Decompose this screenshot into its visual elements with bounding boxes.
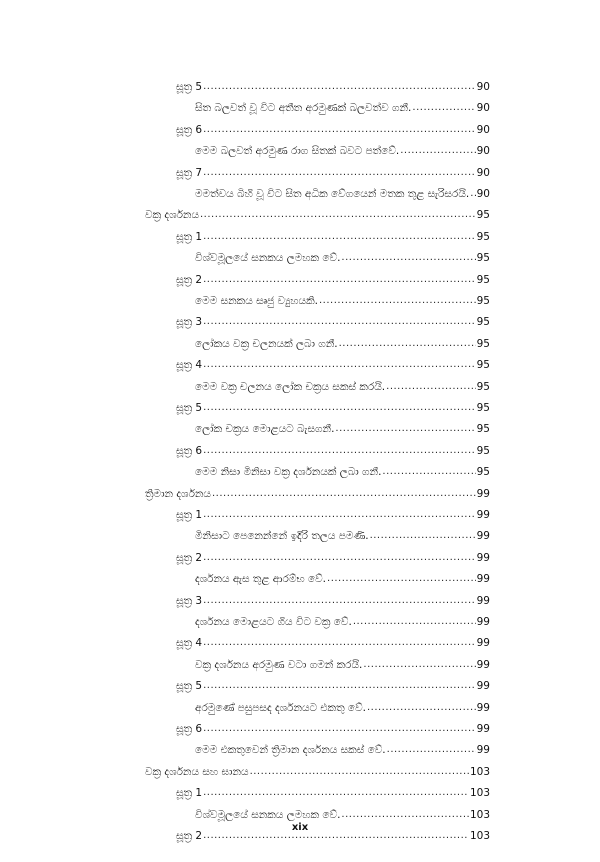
toc-entry[interactable] [145,202,490,222]
toc-entry-label: සූත්‍ර 5 [176,680,203,693]
toc-entry-page-number: 95 [476,209,490,222]
toc-entry-label: සූත්‍ර 6 [176,723,203,735]
toc-entry[interactable] [195,652,490,672]
toc-entry-label: දර්ශනය ඇස තුළ ආරම්භ වේ. [195,573,327,586]
dot-leader [203,789,469,797]
toc-entry-label: මෙම එකතුවෙන් ත්‍රිමාන දර්ශනය සකස් වේ. [195,744,386,757]
toc-entry[interactable] [145,759,490,779]
dot-leader [327,575,476,583]
toc-entry-label: සූත්‍ර 2 [176,273,203,286]
dot-leader [370,532,476,540]
toc-entry[interactable] [176,588,490,608]
toc-entry[interactable] [176,673,490,693]
toc-entry[interactable] [195,695,490,715]
toc-entry-page-number: 95 [476,380,490,393]
toc-entry-label: ත්‍රිමාන දර්ශනය [145,487,211,500]
toc-entry-page-number: 95 [476,444,490,457]
toc-entry[interactable] [195,609,490,629]
toc-entry-label: වක්‍ර දර්ශනය සහ ඝානය [145,765,249,778]
toc-entry[interactable] [176,438,490,458]
dot-leader [200,211,476,219]
dot-leader [319,297,476,305]
dot-leader [367,704,476,712]
toc-entry-page-number: 99 [476,594,490,607]
toc-entry-page-number: 99 [476,723,490,735]
toc-entry-page-number: 103 [469,765,490,778]
dot-leader [203,276,476,284]
toc-entry[interactable] [195,288,490,308]
dot-leader [412,104,475,112]
toc-entry-label: සූත්‍ර 4 [176,359,203,372]
toc-entry[interactable] [176,309,490,329]
dot-leader [203,83,476,91]
toc-entry[interactable] [176,267,490,287]
toc-entry-page-number: 99 [476,509,490,521]
toc-entry[interactable] [176,160,490,180]
dot-leader [382,468,475,476]
dot-leader [387,746,476,754]
toc-entry-label: මිනිසාට පෙනෙන්නේ ඉදිරි තලය පමණි. [195,530,369,543]
toc-entry[interactable] [145,481,490,501]
toc-entry[interactable] [195,459,490,479]
toc-entry-page-number: 99 [476,744,490,757]
page-number: xix [291,822,309,833]
toc-entry[interactable] [195,95,490,115]
dot-leader [203,233,476,241]
toc-entry-page-number: 99 [476,551,490,564]
dot-leader [203,126,476,134]
dot-leader [341,254,475,262]
toc-entry[interactable] [195,374,490,394]
dot-leader [341,811,469,819]
toc-entry-label: ලෝකය වක්‍ර චලනයක් ලබා ගනී. [195,337,338,350]
toc-entry-page-number: 95 [476,252,490,265]
toc-entry[interactable] [176,117,490,137]
toc-entry-page-number: 95 [476,423,490,436]
dot-leader [353,618,476,626]
dot-leader [212,490,476,498]
toc-entry-page-number: 99 [476,680,490,693]
toc-entry-page-number: 95 [476,230,490,243]
toc-entry-label: වක්‍ර දර්ශනය [145,209,199,222]
toc-entry-page-number: 99 [476,701,490,714]
toc-entry-label: සූත්‍ර 6 [176,123,203,136]
toc-entry-page-number: 90 [476,81,490,93]
toc-entry-label: වක්‍ර දර්ශනය අරමුණ වටා ගමන් කරයි. [195,658,363,671]
dot-leader [335,425,475,433]
dot-leader [470,190,475,198]
toc-entry-label: මමත්වය බිහි වූ විට සිත අධික වේගයෙන් මතක තුළ සැරිසරයි. [195,188,470,200]
toc-entry-page-number: 95 [476,295,490,307]
dot-leader [386,383,475,391]
dot-leader [203,511,476,519]
dot-leader [203,682,476,690]
toc-entry[interactable] [195,138,490,158]
toc-entry-label: සූත්‍ර 6 [176,444,203,457]
toc-entry[interactable] [195,331,490,351]
toc-entry-label: විශ්වමූලයේ සනකය ලමහක වේ. [195,808,341,821]
toc-entry[interactable] [176,224,490,244]
toc-entry-label: සූත්‍ර 5 [176,402,203,414]
toc-entry-page-number: 90 [476,188,490,200]
toc-entry-label: දර්ශනය මොළයට ගිය විට වක්‍ර වේ. [195,616,352,628]
toc-entry-label: මෙම සනකය සෘජු ව්‍යුහයකි. [195,295,318,307]
dot-leader [203,554,476,562]
dot-leader [203,361,476,369]
toc-entry-label: සූත්‍ර 1 [176,509,203,521]
toc-entry[interactable] [195,416,490,436]
toc-entry[interactable] [176,352,490,372]
toc-entry-page-number: 95 [476,466,490,479]
toc-entry-label: විශ්වමූලයේ සනකය ලමහක වේ. [195,252,341,265]
toc-entry-page-number: 95 [476,337,490,350]
toc-entry[interactable] [195,181,490,201]
toc-entry-label: සූත්‍ර 5 [176,81,203,93]
toc-entry[interactable] [195,245,490,265]
toc-entry-label: සූත්‍ර 3 [176,316,203,329]
toc-entry[interactable] [176,395,490,415]
dot-leader [203,318,476,326]
toc-entry-label: මෙම වක්‍ර චලනය ලෝක චක්‍රය සකස් කරයි. [195,380,386,393]
toc-entry[interactable] [176,502,490,522]
toc-entry-page-number: 99 [476,616,490,628]
toc-entry-label: සූත්‍ර 1 [176,230,203,243]
toc-entry-page-number: 90 [476,123,490,136]
toc-entry-label: ලෝක චක්‍රය මොළයට බැසගනී. [195,423,335,436]
toc-entry-page-number: 95 [476,273,490,286]
dot-leader [363,661,475,669]
dot-leader [339,340,476,348]
toc-entry-page-number: 95 [476,402,490,414]
toc-entry[interactable] [176,716,490,736]
toc-entry-label: අරමුණේ පසුපසද දර්ශනයට එකතු වේ. [195,701,366,714]
toc-entry-label: සූත්‍ර 7 [176,166,203,179]
toc-entry[interactable] [176,630,490,650]
toc-entry[interactable] [195,802,490,822]
toc-entry-page-number: 99 [476,637,490,650]
toc-entry-page-number: 103 [469,830,490,842]
toc-entry-page-number: 90 [476,102,490,115]
toc-entry[interactable] [195,523,490,543]
toc-entry-page-number: 99 [476,487,490,500]
toc-entry-page-number: 95 [476,316,490,329]
toc-entry-page-number: 90 [476,166,490,179]
toc-entry-label: මෙම නිසා මිනිසා වක්‍ර දර්ශනයක් ලබා ගනී. [195,466,382,479]
dot-leader [203,447,476,455]
toc-entry-label: සිත බලවත් වූ විට අතීත අරමුණක් බලවත්ව ගනී. [195,102,412,115]
toc-entry[interactable] [176,545,490,565]
toc-entry[interactable] [195,737,490,757]
toc-entry-page-number: 103 [469,787,490,800]
toc-entry[interactable] [176,74,490,94]
dot-leader [400,147,475,155]
toc-entry[interactable] [195,566,490,586]
toc-entry-page-number: 95 [476,359,490,372]
dot-leader [203,639,476,647]
dot-leader [203,832,469,840]
toc-entry-label: සූත්‍ර 2 [176,551,203,564]
toc-entry-label: සූත්‍ර 3 [176,594,203,607]
toc-entry-label: සූත්‍ර 4 [176,637,203,650]
toc-entry-page-number: 99 [476,658,490,671]
dot-leader [203,404,476,412]
toc-entry-label: සූත්‍ර 1 [176,787,203,800]
toc-entry-page-number: 99 [476,530,490,543]
toc-entry-page-number: 103 [469,808,490,821]
toc-entry-page-number: 99 [476,573,490,586]
toc-entry-label: මෙම බලවත් අරමුණ රාග සිතක් බවට පත්වේ. [195,145,400,158]
dot-leader [203,169,476,177]
toc-entry[interactable] [176,780,490,800]
dot-leader [203,597,476,605]
toc-entry-label: සූත්‍ර 2 [176,830,203,842]
dot-leader [250,768,469,776]
toc-entry-page-number: 90 [476,145,490,158]
dot-leader [203,725,476,733]
